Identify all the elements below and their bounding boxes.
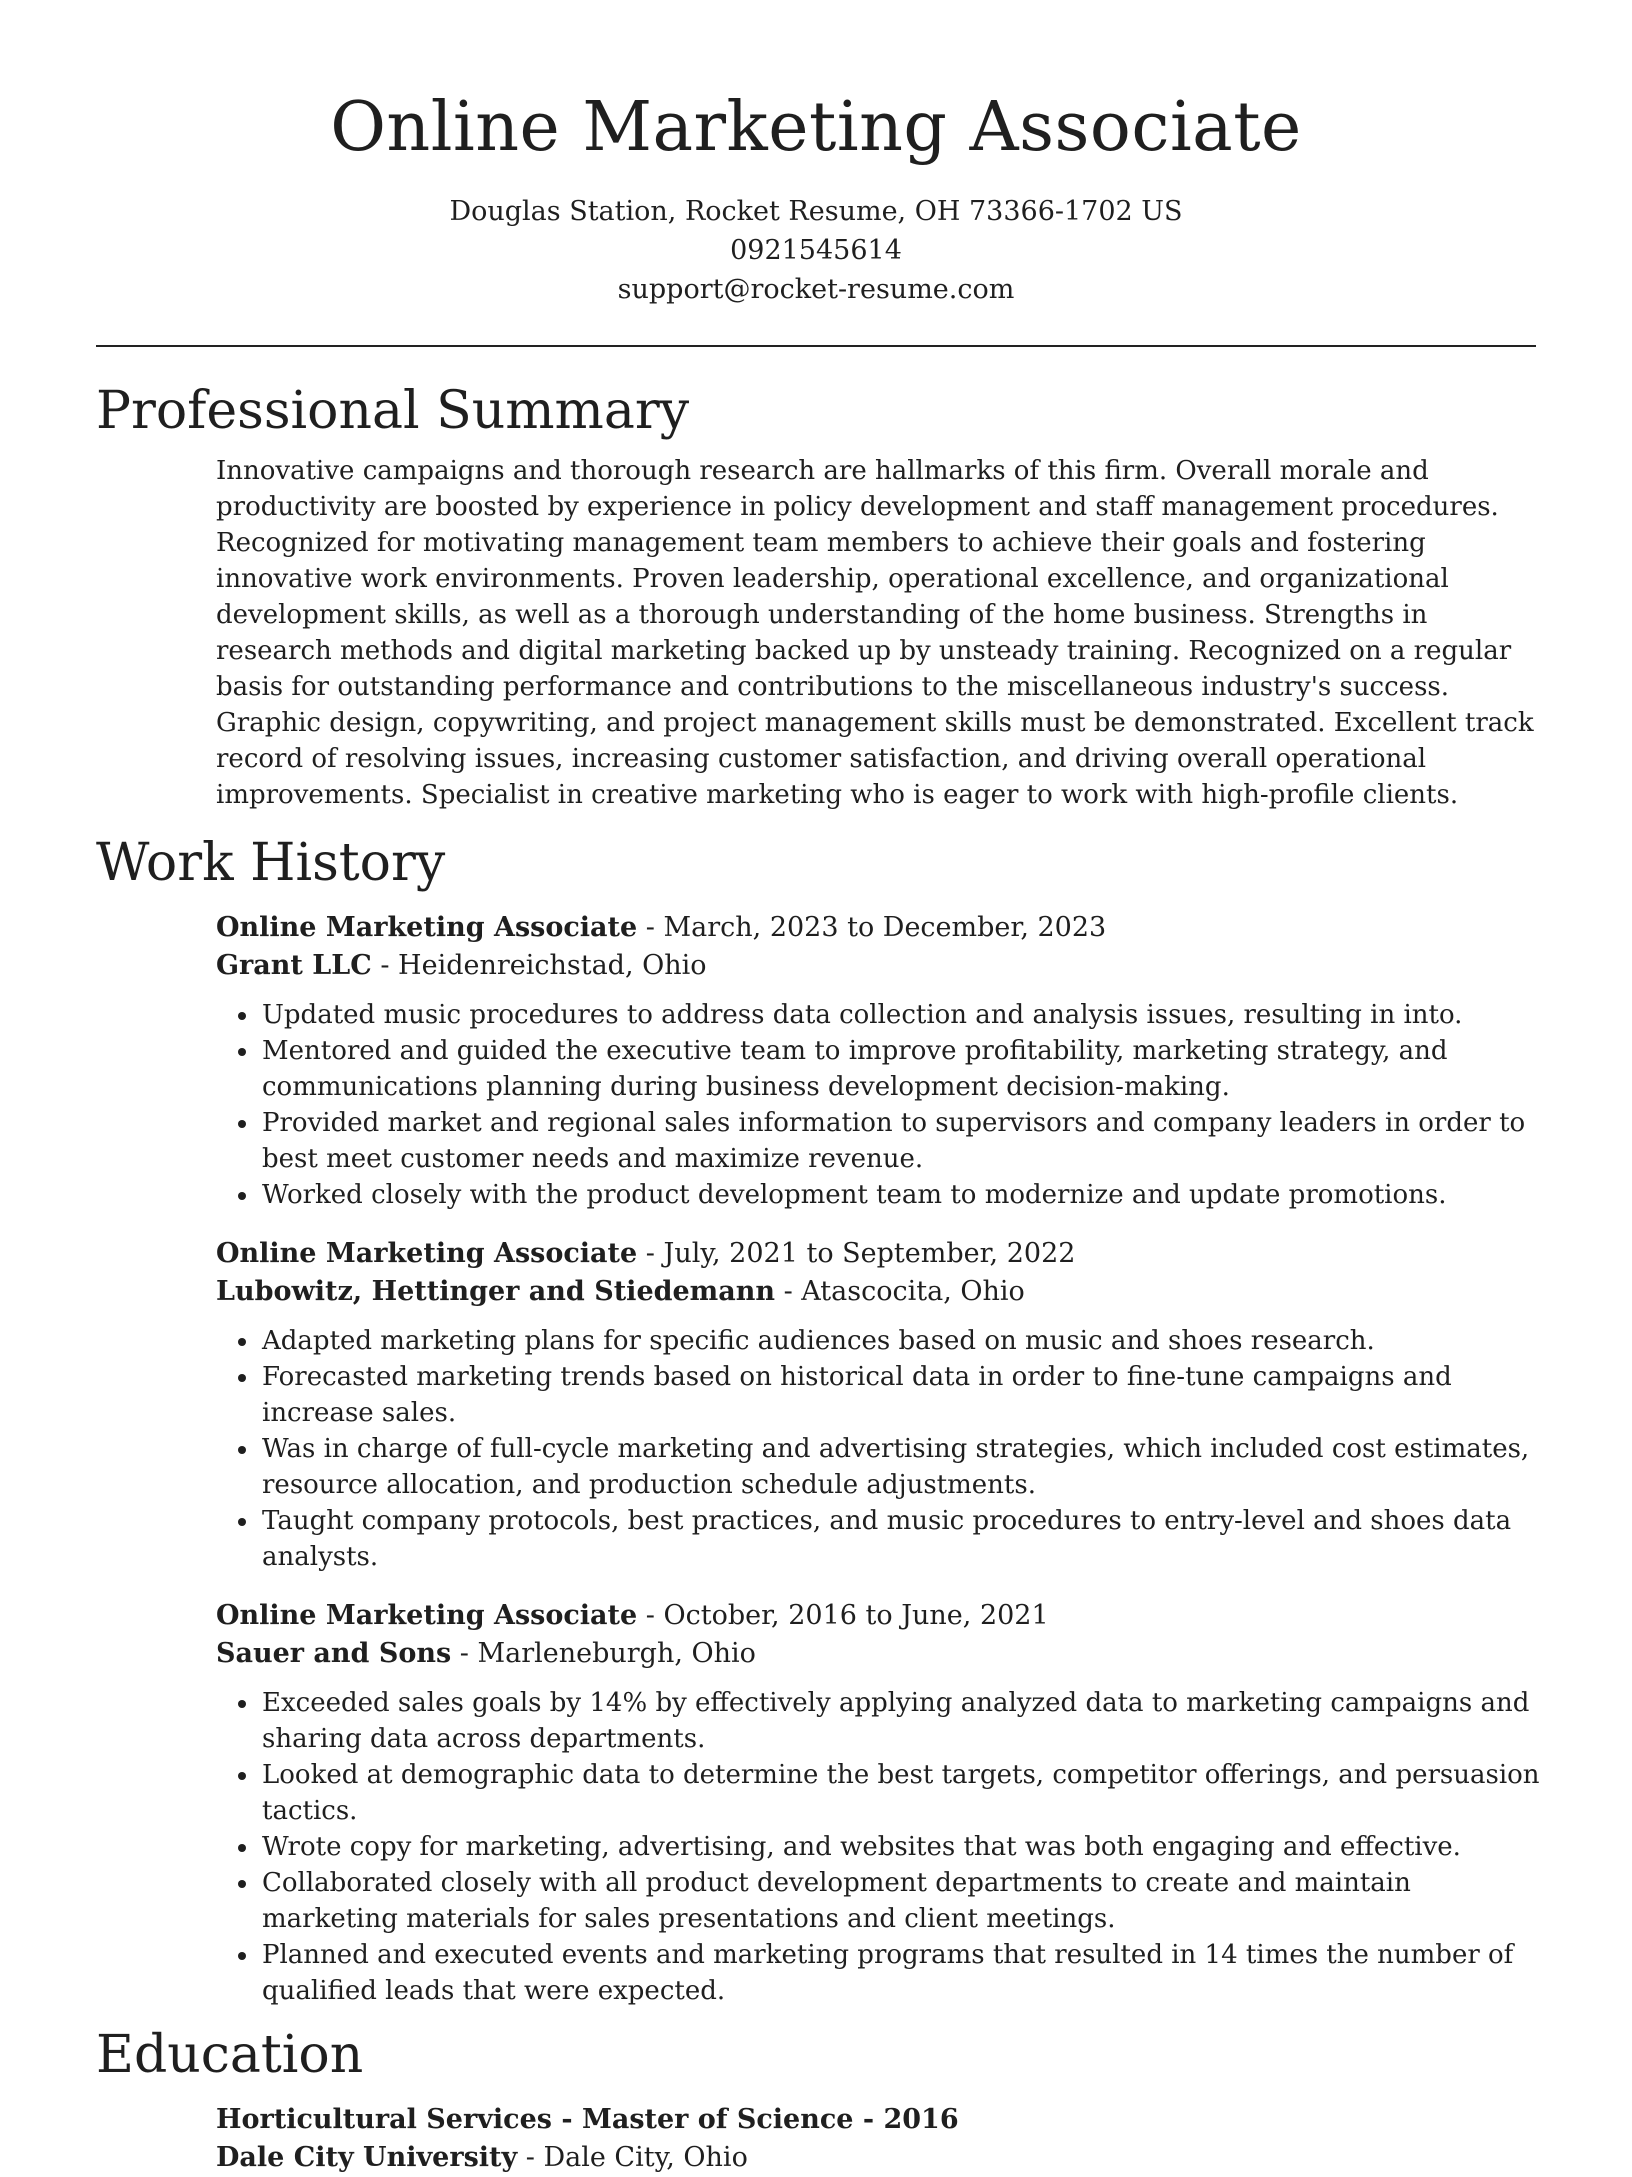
job-dates: - October, 2016 to June, 2021	[637, 1600, 1049, 1631]
job-bullets	[216, 997, 1546, 1213]
job-bullet: • Looked at demographic data to determine the best targets, competitor offerings, and persuasion tactics.	[260, 1757, 1546, 1829]
contact-block	[0, 192, 1632, 309]
job-bullet: • Worked closely with the product development team to modernize and update promotions.	[260, 1177, 1546, 1213]
school-location: - Dale City, Ohio	[517, 2142, 748, 2173]
job-bullet: • Exceeded sales goals by 14% by effectively applying analyzed data to marketing campaigns and sharing data across departments.	[260, 1685, 1546, 1757]
job-title: Online Marketing Associate	[216, 1600, 638, 1631]
job-bullet: • Wrote copy for marketing, advertising, and websites that was both engaging and effective.	[260, 1829, 1546, 1865]
job-bullet: • Collaborated closely with all product development departments to create and maintain marketing materials for sales presentations and client meetings.	[260, 1865, 1546, 1937]
degree-info: Horticultural Services - Master of Science - 2016	[216, 2104, 959, 2135]
job-dates: - March, 2023 to December, 2023	[637, 912, 1107, 943]
address: Douglas Station, Rocket Resume, OH 73366-1702 US	[449, 196, 1183, 227]
job-bullet: • Was in charge of full-cycle marketing and advertising strategies, which included cost estimates, resource allocation, and production schedule adjustments.	[260, 1431, 1546, 1503]
job-bullets	[216, 1685, 1546, 2009]
school-line	[216, 2139, 1546, 2177]
job-bullet: • Taught company protocols, best practices, and music procedures to entry-level and shoes data analysts.	[260, 1503, 1546, 1575]
job-entry	[216, 1235, 1546, 1575]
job-company: Lubowitz, Hettinger and Stiedemann	[216, 1276, 775, 1307]
resume-header	[0, 0, 1632, 309]
degree-line	[216, 2101, 1546, 2139]
job-title-line	[216, 1597, 1546, 1635]
candidate-name: Online Marketing Associate	[330, 88, 1302, 167]
job-bullet: • Adapted marketing plans for specific audiences based on music and shoes research.	[260, 1323, 1546, 1359]
job-bullet: • Mentored and guided the executive team to improve profitability, marketing strategy, and communications planning during business development decision-making.	[260, 1033, 1546, 1105]
job-company-line	[216, 1635, 1546, 1673]
job-dates: - July, 2021 to September, 2022	[637, 1238, 1076, 1269]
job-title-line	[216, 909, 1546, 947]
education-heading: Education	[96, 2025, 364, 2085]
school-name: Dale City University	[216, 2142, 518, 2173]
job-bullet: • Updated music procedures to address data collection and analysis issues, resulting in into.	[260, 997, 1546, 1033]
job-entry	[216, 909, 1546, 1213]
job-title: Online Marketing Associate	[216, 1238, 638, 1269]
job-bullets	[216, 1323, 1546, 1575]
job-company-line	[216, 1273, 1546, 1311]
job-location: - Atascocita, Ohio	[775, 1276, 1025, 1307]
job-bullet: • Planned and executed events and marketing programs that resulted in 14 times the number of qualified leads that were expected.	[260, 1937, 1546, 2009]
job-title: Online Marketing Associate	[216, 912, 638, 943]
job-entry	[216, 1597, 1546, 2009]
job-company: Sauer and Sons	[216, 1638, 452, 1669]
header-divider	[96, 345, 1536, 347]
job-location: - Marleneburgh, Ohio	[451, 1638, 756, 1669]
job-company: Grant LLC	[216, 950, 372, 981]
email-address: support@rocket-resume.com	[617, 274, 1015, 305]
phone-number: 0921545614	[730, 235, 902, 266]
summary-text: Innovative campaigns and thorough research are hallmarks of this firm. Overall morale and productivity are boosted by experience in policy development and staff management procedures. Recognized for motivating management team members to achieve their goals and fostering innovative work environments. Proven leadership, operational excellence, and organizational development skills, as well as a thorough understanding of the home business. Strengths in research methods and digital marketing backed up by unsteady training. Recognized on a regular basis for outstanding performance and contributions to the miscellaneous industry's success. Graphic design, copywriting, and project management skills must be demonstrated. Excellent track record of resolving issues, increasing customer satisfaction, and driving overall operational improvements. Specialist in creative marketing who is eager to work with high-profile clients.	[216, 456, 1534, 810]
work-history-heading: Work History	[96, 833, 446, 893]
job-title-line	[216, 1235, 1546, 1273]
summary-heading: Professional Summary	[96, 381, 690, 441]
job-bullet: • Forecasted marketing trends based on historical data in order to fine-tune campaigns and increase sales.	[260, 1359, 1546, 1431]
job-bullet: • Provided market and regional sales information to supervisors and company leaders in order to best meet customer needs and maximize revenue.	[260, 1105, 1546, 1177]
job-location: - Heidenreichstad, Ohio	[371, 950, 707, 981]
job-company-line	[216, 947, 1546, 985]
education-entry	[216, 2101, 1546, 2177]
